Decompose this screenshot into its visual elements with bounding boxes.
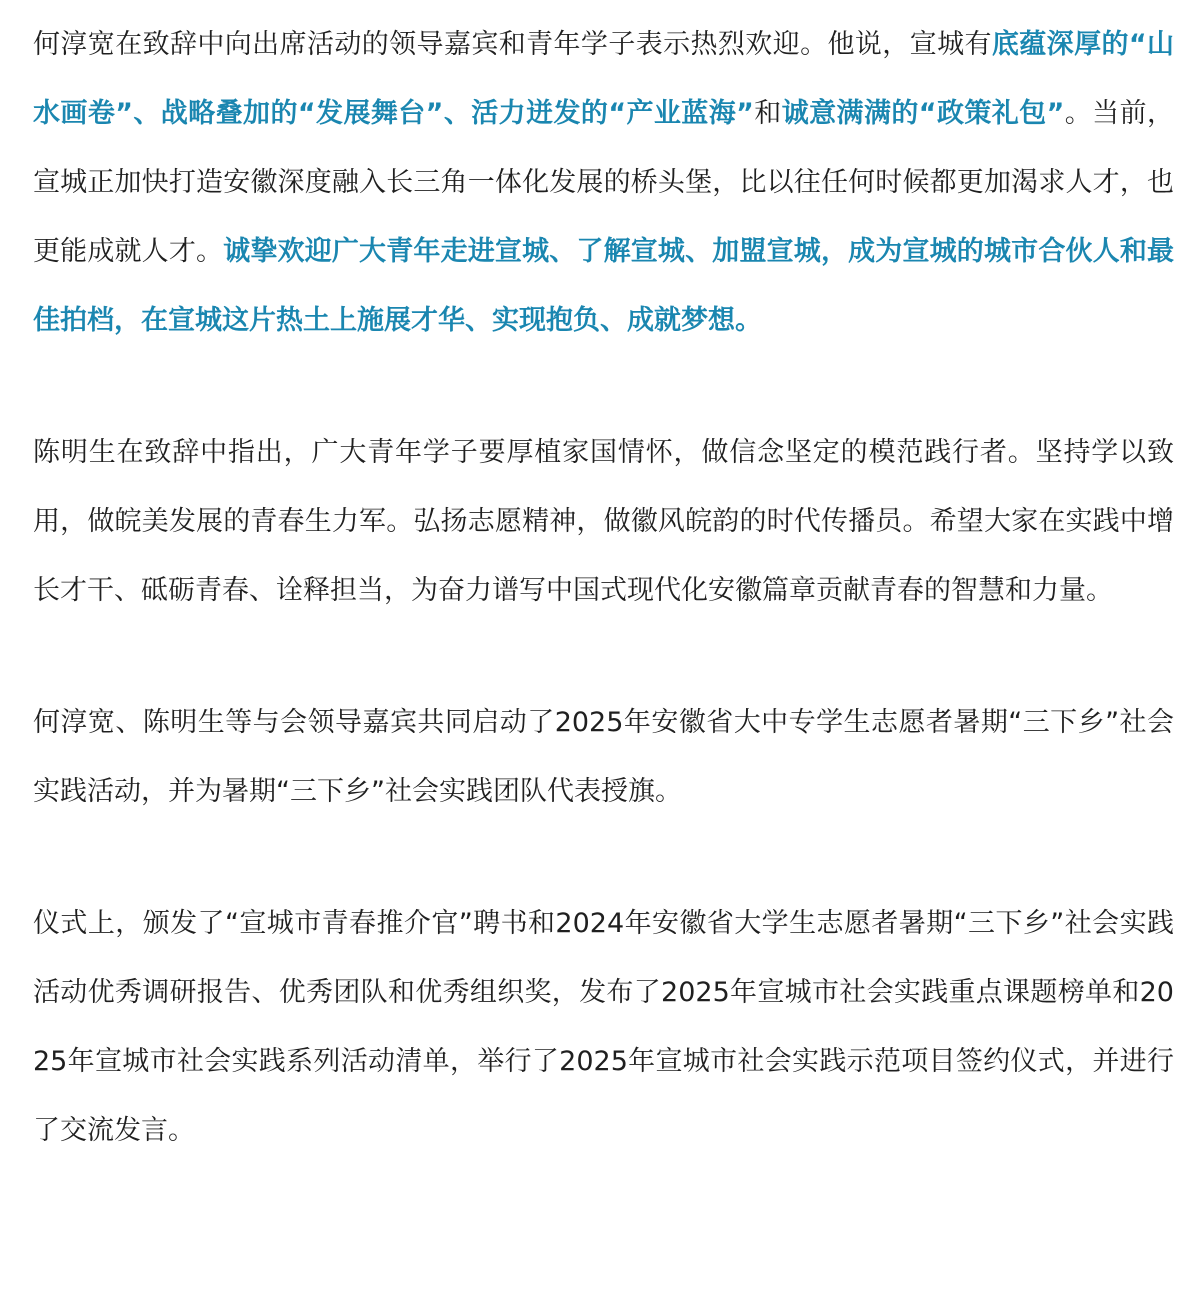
paragraph-launch: [33, 688, 1174, 826]
paragraph-ceremony: [33, 889, 1174, 1165]
paragraph-text: 。当前，宣城正加快打造安徽深度融入长三角一体化发展的桥头堡，比以往任何时候都更加渴求人才，也更能成就人才。: [33, 98, 1174, 267]
paragraph-text: 仪式上，颁发了“宣城市青春推介官”聘书和2024年安徽省大学生志愿者暑期“三下乡”社会实践活动优秀调研报告、优秀团队和优秀组织奖，发布了2025年宣城市社会实践重点课题榜单和2025年宣城市社会实践系列活动清单，举行了2025年宣城市社会实践示范项目签约仪式，并进行了交流发言。: [33, 908, 1174, 1146]
paragraph-text: 陈明生在致辞中指出，广大青年学子要厚植家国情怀，做信念坚定的模范践行者。坚持学以致用，做皖美发展的青春生力军。弘扬志愿精神，做徽风皖韵的时代传播员。希望大家在实践中增长才干、砥砺青春、诠释担当，为奋力谱写中国式现代化安徽篇章贡献青春的智慧和力量。: [33, 437, 1174, 606]
highlighted-text: 诚意满满的“政策礼包”: [781, 98, 1065, 129]
paragraph-text: 何淳宽、陈明生等与会领导嘉宾共同启动了2025年安徽省大中专学生志愿者暑期“三下乡”社会实践活动，并为暑期“三下乡”社会实践团队代表授旗。: [33, 707, 1174, 807]
highlighted-text: 底蕴深厚的“山水画卷”、战略叠加的“发展舞台”、活力迸发的“产业蓝海”: [33, 29, 1174, 129]
paragraph-chen-speech: [33, 418, 1174, 625]
paragraph-text: 和: [753, 98, 782, 129]
paragraph-text: 何淳宽在致辞中向出席活动的领导嘉宾和青年学子表示热烈欢迎。他说，宣城有: [33, 29, 992, 60]
paragraph-welcome-speech: [33, 10, 1174, 355]
highlighted-text: 诚挚欢迎广大青年走进宣城、了解宣城、加盟宣城，成为宣城的城市合伙人和最佳拍档，在宣城这片热土上施展才华、实现抱负、成就梦想。: [33, 236, 1175, 336]
